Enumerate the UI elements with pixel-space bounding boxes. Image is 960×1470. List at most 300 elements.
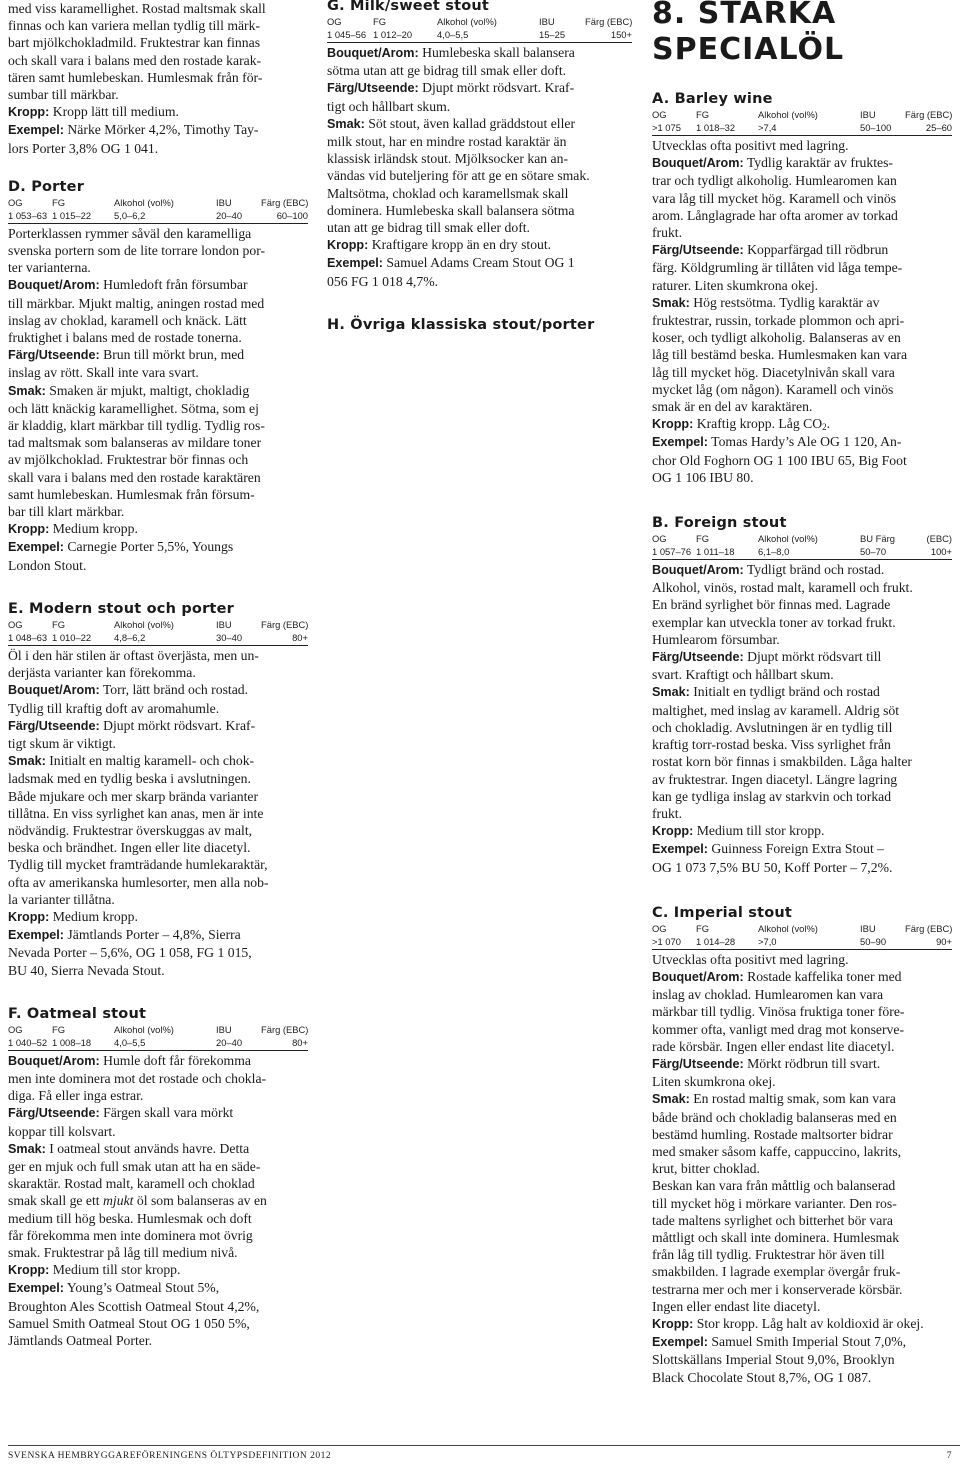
stats-value-cell: 50–100 xyxy=(860,122,892,133)
modern-smak-label: Smak: xyxy=(8,754,46,769)
column-3 xyxy=(652,0,952,1386)
modern-smak-text: la varianter tillåtna. xyxy=(8,891,115,907)
intro-paragraph xyxy=(8,0,308,103)
modern-exempel xyxy=(8,926,308,979)
milk-exempel xyxy=(327,254,632,289)
stats-header-cell: OG xyxy=(652,533,667,545)
stats-header-cell: FG xyxy=(373,16,387,27)
stats-header-cell: (EBC) xyxy=(926,533,952,545)
stats-value-cell: 1 011–18 xyxy=(696,546,735,558)
oatmeal-smak-text: smak. Fruktestrar på låg till medium nivå. xyxy=(8,1244,238,1260)
stats-header-cell: IBU xyxy=(539,16,555,27)
modern-kropp xyxy=(8,908,308,926)
barley-kropp-text: Kraftig kropp. Låg CO xyxy=(693,416,823,432)
stats-values xyxy=(652,121,952,136)
imperial-beska-paragraph-text: till mycket hög i mörkare varianter. Den ros- xyxy=(652,1195,897,1211)
porter-bouquet-text: Humledoft från försumbar xyxy=(99,277,248,293)
oatmeal-kropp xyxy=(8,1261,308,1279)
exempel-paragraph-label: Exempel: xyxy=(8,123,64,138)
imperial-smak-label: Smak: xyxy=(652,1092,690,1107)
foreign-smak-label: Smak: xyxy=(652,685,690,700)
porter-bouquet-text: inslag av choklad, karamell och knäck. Lätt xyxy=(8,312,247,328)
stats-value-cell: 4,0–5,5 xyxy=(437,29,469,40)
imperial-beska-paragraph xyxy=(652,1177,952,1315)
imperial-farg-label: Färg/Utseende: xyxy=(652,1056,744,1071)
modern-exempel-text: Jämtlands Porter – 4,8%, Sierra xyxy=(64,927,241,943)
page-footer xyxy=(8,1451,960,1461)
porter-bouquet-label: Bouquet/Arom: xyxy=(8,278,100,293)
modern-farg-label: Färg/Utseende: xyxy=(8,718,100,733)
porter-smak-text: och lätt knäckig karamellighet. Sötma, som ej xyxy=(8,400,259,416)
milk-exempel-text: Samuel Adams Cream Stout OG 1 xyxy=(383,255,575,271)
stats-values xyxy=(8,631,308,646)
stats-header-cell: OG xyxy=(652,922,667,934)
stats-value-cell: 1 045–56 xyxy=(327,29,367,40)
barley-farg-label: Färg/Utseende: xyxy=(652,243,744,258)
modern-farg-text: tigt skum är viktigt. xyxy=(8,735,116,751)
milk-bouquet-text: Humlebeska skall balansera xyxy=(418,45,575,60)
imperial-smak-text: En rostad maltig smak, som kan vara xyxy=(689,1091,896,1107)
foreign-exempel xyxy=(652,840,952,875)
chapter-heading-line: 8. STARKA xyxy=(652,0,837,31)
column-1 xyxy=(8,0,308,1349)
porter-bouquet-text: fruktighet i balans med de rostade tonerna. xyxy=(8,330,242,346)
porter-farg xyxy=(8,346,308,381)
imperial-bouquet-text: kommer ofta, vanligt med drag mot konserve- xyxy=(652,1021,905,1037)
stats-header-cell: IBU xyxy=(216,1023,232,1035)
porter-description-text: Porterklassen rymmer såväl den karamelliga xyxy=(8,225,252,241)
modern-smak-text: ofta av amerikanska humlesorter, men alla nob- xyxy=(8,874,269,890)
porter-description-text: ter varianterna. xyxy=(8,260,91,276)
stats-header-cell: FG xyxy=(696,533,710,545)
imperial-farg-text: Liten skumkrona okej. xyxy=(652,1074,776,1090)
porter-farg-text: Brun till mörkt brun, med xyxy=(99,347,245,363)
foreign-bouquet-label: Bouquet/Arom: xyxy=(652,563,744,578)
imperial-exempel-label: Exempel: xyxy=(652,1335,708,1350)
kropp-line-label: Kropp: xyxy=(8,105,50,120)
foreign-bouquet-text: Humlearom försumbar. xyxy=(652,631,780,647)
stats-value-cell: 100+ xyxy=(930,546,952,558)
stats-header-cell: IBU xyxy=(860,922,876,934)
oatmeal-bouquet-text: men inte dominera mot det rostade och chokla- xyxy=(8,1070,267,1086)
foreign-farg-text: Djupt mörkt rödsvart till xyxy=(743,649,882,665)
porter-kropp-label: Kropp: xyxy=(8,522,50,537)
imperial-kropp xyxy=(652,1315,952,1333)
stats-value-cell: 1 015–22 xyxy=(52,209,92,221)
modern-smak-text: ladsmak med en tydlig beska i avslutningen. xyxy=(8,771,251,787)
barley-farg-text: raturer. Liten skumkrona okej. xyxy=(652,277,819,293)
barley-smak-text: låg till mycket hög. Diacetylnivån skall vara xyxy=(652,364,895,380)
milk-bouquet-text: sötma utan att ge bidrag till smak eller doft. xyxy=(327,63,567,79)
imperial-beska-paragraph-text: tade maltens syrlighet och bitterhet bör vara xyxy=(652,1212,893,1228)
porter-smak-text: Smaken är mjukt, maltigt, chokladig xyxy=(45,382,250,398)
milk-smak-text: utan att ge bidrag till smak eller doft. xyxy=(327,220,530,236)
stats-header-cell: BU Färg xyxy=(860,533,895,545)
modern-exempel-text: Nevada Porter – 5,6%, OG 1 058, FG 1 015, xyxy=(8,945,252,961)
barley-smak-text: mycket låg (om någon). Karamell och vinös xyxy=(652,381,894,397)
stats-value-cell: 4,0–5,5 xyxy=(114,1036,146,1048)
porter-smak-text: av mjölkchoklad. Fruktestrar bör finnas och xyxy=(8,452,249,468)
oatmeal-bouquet-label: Bouquet/Arom: xyxy=(8,1053,100,1068)
imperial-farg xyxy=(652,1055,952,1090)
foreign-smak-text: kan ge tydliga inslag av starkvin och torkad xyxy=(652,788,892,804)
stats-header-cell: Alkohol (vol%) xyxy=(114,618,174,630)
porter-smak-text: bar till klart märkbar. xyxy=(8,504,125,520)
porter-exempel-text: London Stout. xyxy=(8,557,87,573)
oatmeal-exempel-text: Jämtlands Oatmeal Porter. xyxy=(8,1333,153,1348)
stats-header-cell: FG xyxy=(696,922,710,934)
stats-values xyxy=(8,1036,308,1051)
chapter-heading xyxy=(652,0,952,68)
oatmeal-farg-text: Färgen skall vara mörkt xyxy=(99,1105,234,1121)
barley-smak-text: Hög restsötma. Tydlig karaktär av xyxy=(689,294,880,310)
foreign-bouquet xyxy=(652,561,952,648)
oatmeal-exempel-text: Broughton Ales Scottish Oatmeal Stout 4,2%, xyxy=(8,1298,260,1314)
stats-values xyxy=(327,28,632,43)
intro-paragraph-text: tären samt humlebeskan. Humlesmak från för- xyxy=(8,69,263,85)
oatmeal-exempel-label: Exempel: xyxy=(8,1281,64,1296)
stats-header-cell: FG xyxy=(52,1023,66,1035)
stats-header-cell: Alkohol (vol%) xyxy=(114,1023,174,1035)
modern-bouquet xyxy=(8,681,308,716)
modern-smak-text: tillåtna. En viss syrlighet kan anas, men är inte xyxy=(8,805,264,821)
imperial-smak-text: krut, bitter choklad. xyxy=(652,1161,760,1177)
porter-exempel-label: Exempel: xyxy=(8,540,64,555)
barley-exempel-label: Exempel: xyxy=(652,435,708,450)
stats-header-cell: OG xyxy=(327,16,342,27)
stats-values xyxy=(8,209,308,224)
stats-header xyxy=(652,922,952,935)
modern-exempel-text: BU 40, Sierra Nevada Stout. xyxy=(8,962,165,978)
oatmeal-bouquet xyxy=(8,1052,308,1105)
stats-header-cell: FG xyxy=(52,196,66,208)
stats-header-cell: FG xyxy=(52,618,66,630)
stats-value-cell: >1 075 xyxy=(652,122,681,133)
foreign-bouquet-text: exemplar kan utveckla toner av torkad frukt. xyxy=(652,614,896,630)
column-2 xyxy=(327,0,632,334)
barley-exempel-text: Tomas Hardy’s Ale OG 1 120, An- xyxy=(708,434,902,450)
stats-header xyxy=(8,196,308,209)
stats-value-cell: 1 057–76 xyxy=(652,546,692,558)
foreign-bouquet-text: En bränd syrlighet bör finnas med. Lagrade xyxy=(652,597,891,613)
oatmeal-smak-text: ger en mjuk och full smak utan att ha en säde- xyxy=(8,1158,261,1174)
imperial-kropp-label: Kropp: xyxy=(652,1316,694,1331)
oatmeal-exempel-text: Young’s Oatmeal Stout 5%, xyxy=(64,1280,220,1296)
foreign-farg-text: svart. Kraftigt och hållbart skum. xyxy=(652,667,834,683)
section-title-imperial-stout: C. Imperial stout xyxy=(652,904,793,921)
barley-exempel xyxy=(652,433,952,486)
imperial-bouquet-text: inslag av choklad. Humlearomen kan vara xyxy=(652,987,884,1003)
stats-header-cell: OG xyxy=(652,109,667,120)
exempel-paragraph xyxy=(8,121,308,156)
imperial-exempel xyxy=(652,1333,952,1386)
imperial-description-text: Utvecklas ofta positivt med lagring. xyxy=(652,951,849,967)
imperial-kropp-text: Stor kropp. Låg halt av koldioxid är okej. xyxy=(693,1315,924,1331)
milk-farg-text: Djupt mörkt rödsvart. Kraf- xyxy=(418,80,575,96)
oatmeal-smak xyxy=(8,1140,308,1261)
imperial-description xyxy=(652,951,952,968)
exempel-paragraph-text: lors Porter 3,8% OG 1 041. xyxy=(8,140,159,156)
oatmeal-smak-emphasis: mjukt xyxy=(103,1193,134,1209)
milk-smak-text: klassisk irländsk stout. Mjölksocker kan an- xyxy=(327,151,569,167)
oatmeal-smak-text: öl som balanseras av en xyxy=(133,1193,267,1209)
milk-farg-label: Färg/Utseende: xyxy=(327,81,419,96)
stats-header-cell: Alkohol (vol%) xyxy=(114,196,174,208)
barley-kropp-subscript: 2 xyxy=(822,422,827,433)
barley-smak-text: koser, och tydligt alkoholig. Balanseras av en xyxy=(652,330,901,346)
intro-paragraph-text: och skall vara i balans med den rostade karak- xyxy=(8,52,262,68)
stats-header xyxy=(327,15,632,28)
intro-paragraph-text: med viss karamellighet. Rostad maltsmak skall xyxy=(8,1,266,16)
foreign-kropp-label: Kropp: xyxy=(652,824,694,839)
oatmeal-bouquet-text: Humle doft får förekomma xyxy=(99,1052,251,1068)
milk-smak-text: dominera. Humlebeska skall balansera sötma xyxy=(327,202,575,218)
stats-value-cell: 15–25 xyxy=(539,29,566,40)
barley-kropp-label: Kropp: xyxy=(652,417,694,432)
section-title-oatmeal-stout: F. Oatmeal stout xyxy=(8,1005,147,1022)
stats-value-cell: 80+ xyxy=(292,1036,308,1048)
porter-farg-text: inslag av rött. Skall inte vara svart. xyxy=(8,365,199,381)
modern-description-text: Öl i den här stilen är oftast överjästa, men un- xyxy=(8,647,259,663)
section-title-barley-wine: A. Barley wine xyxy=(652,91,773,107)
barley-kropp xyxy=(652,415,952,433)
stats-header-cell: OG xyxy=(8,618,23,630)
kropp-line-text: Kropp lätt till medium. xyxy=(49,104,179,120)
porter-exempel xyxy=(8,538,308,573)
milk-kropp xyxy=(327,236,632,254)
foreign-smak-text: kraftig torr-rostad beska. Viss syrlighet från xyxy=(652,737,891,753)
oatmeal-smak-text: skaraktär. Rostad malt, karamell och choklad xyxy=(8,1176,255,1192)
porter-kropp xyxy=(8,520,308,538)
porter-bouquet-text: till märkbar. Mjukt maltig, aningen rostad med xyxy=(8,295,265,311)
milk-kropp-label: Kropp: xyxy=(327,238,369,253)
oatmeal-farg-label: Färg/Utseende: xyxy=(8,1106,100,1121)
milk-kropp-text: Kraftigare kropp än en dry stout. xyxy=(368,237,552,253)
modern-kropp-text: Medium kropp. xyxy=(49,908,138,924)
stats-value-cell: >7,0 xyxy=(758,935,777,947)
modern-smak-text: nödvändig. Fruktestrar överskuggas av malt, xyxy=(8,822,253,838)
oatmeal-farg xyxy=(8,1104,308,1139)
imperial-smak-text: både bränd och chokladig balanseras med en xyxy=(652,1109,897,1125)
stats-value-cell: 4,8–6,2 xyxy=(114,631,146,643)
barley-smak-text: fruktestrar, russin, torkade plommon och apri- xyxy=(652,313,905,329)
oatmeal-kropp-label: Kropp: xyxy=(8,1263,50,1278)
modern-smak-text: Initialt en maltig karamell- och chok- xyxy=(45,753,255,769)
stats-value-cell: 1 018–32 xyxy=(696,122,736,133)
modern-smak-text: Tydlig till mycket framträdande humlekaraktär, xyxy=(8,857,268,873)
stats-value-cell: 20–40 xyxy=(216,209,243,221)
foreign-bouquet-text: Alkohol, vinös, rostad malt, karamell och frukt. xyxy=(652,580,913,596)
porter-farg-label: Färg/Utseende: xyxy=(8,348,100,363)
modern-description-text: derjästa varianter kan förekomma. xyxy=(8,665,196,681)
stats-value-cell: 30–40 xyxy=(216,631,243,643)
barley-exempel-text: chor Old Foghorn OG 1 100 IBU 65, Big Foot xyxy=(652,452,907,468)
stats-header-cell: Alkohol (vol%) xyxy=(758,109,818,120)
stats-header xyxy=(652,532,952,545)
stats-value-cell: 1 014–28 xyxy=(696,935,736,947)
imperial-bouquet-text: Rostade kaffelika toner med xyxy=(743,968,902,984)
stats-header-cell: Alkohol (vol%) xyxy=(758,922,818,934)
imperial-smak-text: med smaker såsom kaffe, cappuccino, lakrits, xyxy=(652,1143,902,1159)
intro-paragraph-text: sumbar till märkbar. xyxy=(8,87,119,103)
stats-header-cell: IBU xyxy=(216,196,232,208)
imperial-bouquet-text: märkbar till tydlig. Vinösa fruktiga toner före- xyxy=(652,1004,905,1020)
oatmeal-smak-text: I oatmeal stout används havre. Detta xyxy=(45,1140,250,1156)
porter-smak xyxy=(8,382,308,521)
oatmeal-bouquet-text: diga. Få eller inga estrar. xyxy=(8,1088,144,1104)
stats-value-cell: 1 010–22 xyxy=(52,631,92,643)
stats-value-cell: 1 040–52 xyxy=(8,1036,48,1048)
imperial-beska-paragraph-text: från låg till tydlig. Fruktestrar hör även till xyxy=(652,1247,885,1263)
porter-description xyxy=(8,225,308,277)
milk-farg-text: tigt och hållbart skum. xyxy=(327,98,451,114)
barley-farg-text: färg. Köldgrumling är tillåten vid låga tempe- xyxy=(652,260,903,276)
stats-header-cell: Färg (EBC) xyxy=(905,109,953,120)
imperial-bouquet-text: rade körsbär. Ingen eller endast lite diacetyl. xyxy=(652,1038,895,1054)
barley-smak-text: smak är en del av karaktären. xyxy=(652,399,813,415)
foreign-smak-text: Initialt en tydligt bränd och rostad xyxy=(689,684,880,700)
kropp-line xyxy=(8,103,308,121)
foreign-exempel-text: Guinness Foreign Extra Stout – xyxy=(708,841,885,857)
milk-smak-text: vändas vid buteljering för att ge en sötare smak. xyxy=(327,168,590,184)
stats-value-cell: 5,0–6,2 xyxy=(114,209,146,221)
footer-rule xyxy=(8,1445,960,1446)
imperial-exempel-text: Black Chocolate Stout 8,7%, OG 1 087. xyxy=(652,1369,872,1385)
imperial-bouquet-label: Bouquet/Arom: xyxy=(652,969,744,984)
oatmeal-exempel xyxy=(8,1279,308,1349)
modern-kropp-label: Kropp: xyxy=(8,909,50,924)
porter-smak-text: skall vara i balans med den rostade karaktären xyxy=(8,469,261,485)
barley-bouquet-text: Tydlig karaktär av fruktes- xyxy=(743,155,893,171)
stats-value-cell: 1 012–20 xyxy=(373,29,413,40)
milk-smak xyxy=(327,115,632,236)
barley-farg xyxy=(652,241,952,294)
barley-bouquet-text: arom. Långlagrade har ofta aromer av torkad xyxy=(652,207,898,223)
milk-exempel-text: 056 FG 1 018 4,7%. xyxy=(327,273,439,289)
stats-value-cell: 1 048–63 xyxy=(8,631,48,643)
foreign-exempel-text: OG 1 073 7,5% BU 50, Koff Porter – 7,2%. xyxy=(652,859,893,875)
modern-description xyxy=(8,647,308,681)
stats-value-cell: >1 070 xyxy=(652,935,681,947)
section-title-foreign-stout: B. Foreign stout xyxy=(652,515,787,532)
barley-smak-label: Smak: xyxy=(652,295,690,310)
barley-bouquet-text: frukt. xyxy=(652,225,683,241)
stats-header-cell: Färg (EBC) xyxy=(905,922,953,934)
stats-header xyxy=(8,1023,308,1036)
stats-header-cell: IBU xyxy=(860,109,876,120)
milk-smak-text: milk stout, har en mindre rostad karaktär än xyxy=(327,134,567,150)
modern-smak-text: Både mjukare och mer skarp brända varianter xyxy=(8,788,259,804)
porter-smak-text: samt humlebeskan. Humlesmak från försum- xyxy=(8,486,255,502)
modern-smak xyxy=(8,752,308,908)
stats-value-cell: 25–60 xyxy=(925,122,952,133)
barley-bouquet-label: Bouquet/Arom: xyxy=(652,156,744,171)
stats-header-cell: OG xyxy=(8,196,23,208)
oatmeal-smak-label: Smak: xyxy=(8,1141,46,1156)
page-number: 7 xyxy=(946,1451,952,1461)
imperial-exempel-text: Samuel Smith Imperial Stout 7,0%, xyxy=(708,1334,907,1350)
barley-exempel-text: OG 1 106 IBU 80. xyxy=(652,469,754,485)
barley-description xyxy=(652,137,952,154)
stats-value-cell: 1 053–63 xyxy=(8,209,48,221)
oatmeal-smak-text: medium till hög beska. Humlesmak och doft xyxy=(8,1210,252,1226)
chapter-heading-line: SPECIALÖL xyxy=(652,32,845,67)
milk-farg xyxy=(327,79,632,114)
foreign-bouquet-text: Tydligt bränd och rostad. xyxy=(743,562,885,578)
porter-kropp-text: Medium kropp. xyxy=(49,521,138,537)
foreign-kropp-text: Medium till stor kropp. xyxy=(693,823,825,839)
milk-exempel-label: Exempel: xyxy=(327,256,383,271)
oatmeal-smak-text: får förekomma men inte dominera mot övrig xyxy=(8,1227,253,1243)
stats-value-cell: 60–100 xyxy=(276,209,308,221)
oatmeal-smak-text: smak skall ge ett xyxy=(8,1193,104,1209)
modern-bouquet-label: Bouquet/Arom: xyxy=(8,683,100,698)
imperial-exempel-text: Slottskällans Imperial Stout 9,0%, Brooklyn xyxy=(652,1352,895,1368)
section-title-porter: D. Porter xyxy=(8,178,85,195)
stats-header-cell: Färg (EBC) xyxy=(261,618,309,630)
stats-header-cell: Alkohol (vol%) xyxy=(758,533,818,545)
foreign-kropp xyxy=(652,822,952,840)
modern-bouquet-text: Tydlig till kraftig doft av aromahumle. xyxy=(8,700,220,716)
milk-bouquet-label: Bouquet/Arom: xyxy=(327,46,419,60)
stats-header xyxy=(8,618,308,631)
stats-value-cell: 50–90 xyxy=(860,935,887,947)
section-title-modern-stout: E. Modern stout och porter xyxy=(8,600,234,617)
stats-header-cell: OG xyxy=(8,1023,23,1035)
porter-smak-text: tad maltsmak som balanseras av mildare toner xyxy=(8,435,262,451)
porter-smak-text: är kladdig, klart märkbar till tydlig. Tydlig ros- xyxy=(8,418,265,434)
stats-values xyxy=(652,545,952,560)
barley-bouquet xyxy=(652,154,952,241)
stats-value-cell: 1 008–18 xyxy=(52,1036,92,1048)
imperial-beska-paragraph-text: måttligt och skall inte dominera. Humlesmak xyxy=(652,1229,900,1245)
barley-bouquet-text: vara låg till mycket hög. Karamell och vinös xyxy=(652,190,897,206)
stats-value-cell: >7,4 xyxy=(758,122,777,133)
foreign-smak-text: frukt. xyxy=(652,805,683,821)
porter-description-text: svenska portern som de lite torrare london por- xyxy=(8,243,266,259)
barley-description-text: Utvecklas ofta positivt med lagring. xyxy=(652,138,849,153)
imperial-bouquet xyxy=(652,968,952,1055)
foreign-farg-label: Färg/Utseende: xyxy=(652,650,744,665)
imperial-beska-paragraph-text: Beskan kan vara från måttlig och balanserad xyxy=(652,1178,896,1194)
porter-smak-label: Smak: xyxy=(8,383,46,398)
imperial-beska-paragraph-text: smakbilden. I lagrade exemplar övergår fruk- xyxy=(652,1264,901,1280)
stats-header-cell: IBU xyxy=(216,618,232,630)
modern-farg xyxy=(8,717,308,752)
barley-smak-text: låg till bestämd beska. Humlesmaken kan vara xyxy=(652,347,908,363)
oatmeal-exempel-text: Samuel Smith Oatmeal Stout OG 1 050 5%, xyxy=(8,1315,250,1331)
barley-kropp-text: . xyxy=(826,416,831,432)
foreign-smak-text: och chokladig. Avslutningen är en tydlig till xyxy=(652,719,893,735)
stats-values xyxy=(652,935,952,950)
modern-bouquet-text: Torr, lätt bränd och rostad. xyxy=(99,682,249,698)
foreign-exempel-label: Exempel: xyxy=(652,842,708,857)
stats-value-cell: 6,1–8,0 xyxy=(758,546,790,558)
porter-bouquet xyxy=(8,276,308,346)
stats-value-cell: 150+ xyxy=(610,29,632,40)
foreign-farg xyxy=(652,648,952,683)
barley-farg-text: Kopparfärgad till rödbrun xyxy=(743,242,889,258)
oatmeal-farg-text: koppar till kolsvart. xyxy=(8,1123,116,1139)
foreign-smak xyxy=(652,683,952,822)
stats-header-cell: Färg (EBC) xyxy=(261,1023,309,1035)
stats-value-cell: 80+ xyxy=(292,631,308,643)
imperial-smak-text: bestämd humling. Rostade maltsorter bidrar xyxy=(652,1126,893,1142)
intro-paragraph-text: finnas och kan variera mellan tydlig till märk- xyxy=(8,18,260,34)
intro-paragraph-text: bart mjölkchokladmild. Fruktestrar kan finnas xyxy=(8,35,261,51)
milk-smak-text: Söt stout, även kallad gräddstout eller xyxy=(364,115,576,131)
barley-bouquet-text: trar och tydligt alkoholig. Humlearomen kan xyxy=(652,173,897,189)
